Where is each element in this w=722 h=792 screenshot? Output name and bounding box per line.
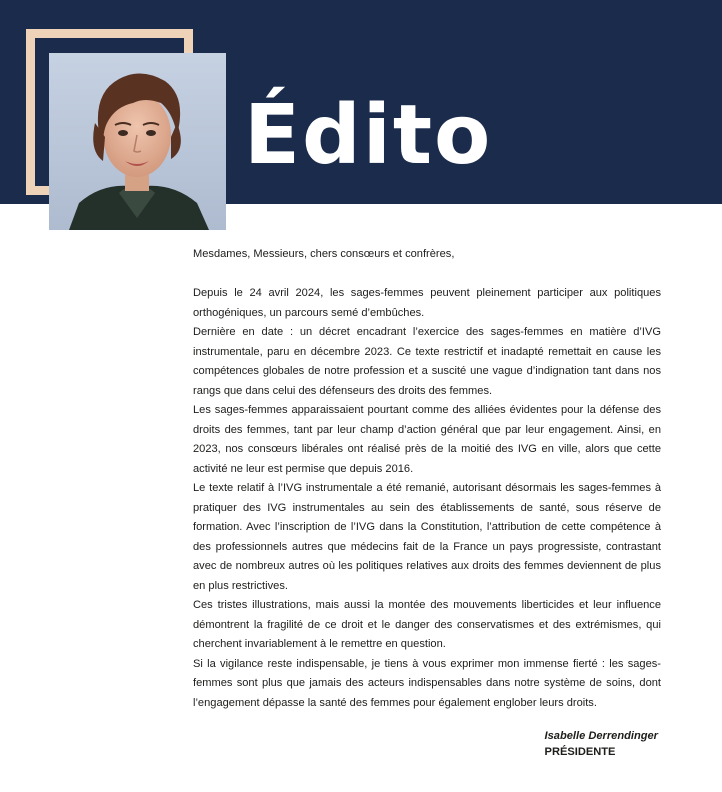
page-title: Édito — [244, 88, 493, 183]
editorial-body — [193, 245, 661, 713]
greeting: Mesdames, Messieurs, chers consœurs et confrères, — [193, 248, 455, 260]
author-portrait — [49, 53, 226, 230]
signature-name: Isabelle Derrendinger — [544, 730, 658, 742]
paragraph: Le texte relatif à l’IVG instrumentale a été remanié, autorisant désormais les sages-femmes à pratiquer des IVG instrumentales au sein des établissements de santé, sous réserve de formation. Avec l’inscription de l’IVG dans la Constitution, l’attribution de cette compétence à des professionnels autres que médecins fait de la France un pays progressiste, contrastant avec de nombreux autres où les politiques relatives aux droits des femmes deviennent de plus en plus restrictives. — [193, 482, 661, 592]
paragraph: Ces tristes illustrations, mais aussi la montée des mouvements liberticides et leur influence démontrent la fragilité de ce droit et le danger des conservatismes et des extrémismes, qui cherchent invariablement à le remettre en question. — [193, 599, 661, 650]
signature-block — [545, 728, 658, 760]
paragraph: Dernière en date : un décret encadrant l’exercice des sages-femmes en matière d’IVG instrumentale, paru en décembre 2023. Ce texte restrictif et inadapté remettait en cause les compétences globales de notre profession et a suscité une vague d’indignation tant dans nos rangs que dans celui des défenseurs des droits des femmes. — [193, 326, 661, 397]
paragraph: Les sages-femmes apparaissaient pourtant comme des alliées évidentes pour la défense des droits des femmes, tant par leur champ d’action général que par leur engagement. Ainsi, en 2023, nos consœurs libérales ont réalisé près de la moitié des IVG en ville, alors que cette activité ne leur est permise que depuis 2016. — [193, 404, 661, 475]
signature-role: PRÉSIDENTE — [544, 746, 616, 758]
paragraph: Depuis le 24 avril 2024, les sages-femmes peuvent pleinement participer aux politiques orthogéniques, un parcours semé d’embûches. — [193, 287, 661, 319]
paragraph: Si la vigilance reste indispensable, je tiens à vous exprimer mon immense fierté : les sages-femmes sont plus que jamais des acteurs indispensables dans notre système de soins, dont l’engagement dépasse la santé des femmes pour également englober leurs droits. — [193, 657, 661, 709]
